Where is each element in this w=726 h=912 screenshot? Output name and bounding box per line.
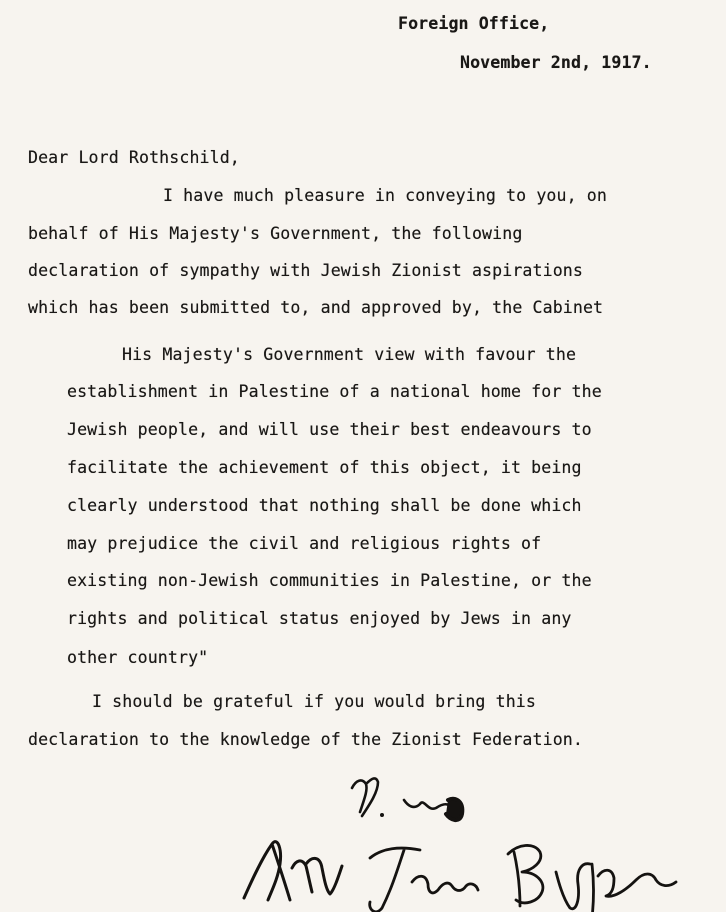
declaration-line-8: rights and political status enjoyed by Jews in any xyxy=(67,609,572,628)
signature-yours-tail xyxy=(404,800,452,809)
declaration-line-1: His Majesty's Government view with favour the xyxy=(122,345,577,364)
intro-line-4: which has been submitted to, and approved by, the Cabinet xyxy=(28,298,604,317)
closing-line-1: I should be grateful if you would bring this xyxy=(92,692,536,711)
letterhead-office: Foreign Office, xyxy=(398,14,550,33)
signature-yours-dot xyxy=(380,813,384,817)
salutation: Dear Lord Rothschild, xyxy=(28,148,240,167)
closing-line-2: declaration to the knowledge of the Zionist Federation. xyxy=(28,730,583,749)
signature-yours-mark xyxy=(352,778,378,816)
intro-line-3: declaration of sympathy with Jewish Zionist aspirations xyxy=(28,261,583,280)
letterhead-date: November 2nd, 1917. xyxy=(460,53,652,72)
declaration-line-9: other country" xyxy=(67,648,209,667)
signature-first-name xyxy=(244,842,342,900)
declaration-line-4: facilitate the achievement of this object, it being xyxy=(67,458,582,477)
intro-line-1: I have much pleasure in conveying to you, on xyxy=(163,186,607,205)
declaration-line-5: clearly understood that nothing shall be done which xyxy=(67,496,582,515)
signature-last-name xyxy=(508,845,676,912)
signature-middle-name xyxy=(370,848,478,912)
declaration-line-2: establishment in Palestine of a national home for the xyxy=(67,382,602,401)
declaration-line-6: may prejudice the civil and religious rights of xyxy=(67,534,542,553)
declaration-line-7: existing non-Jewish communities in Palestine, or the xyxy=(67,571,592,590)
signature-yours-blot xyxy=(446,799,462,820)
intro-line-2: behalf of His Majesty's Government, the following xyxy=(28,224,523,243)
declaration-line-3: Jewish people, and will use their best endeavours to xyxy=(67,420,592,439)
handwritten-signature xyxy=(0,760,726,912)
